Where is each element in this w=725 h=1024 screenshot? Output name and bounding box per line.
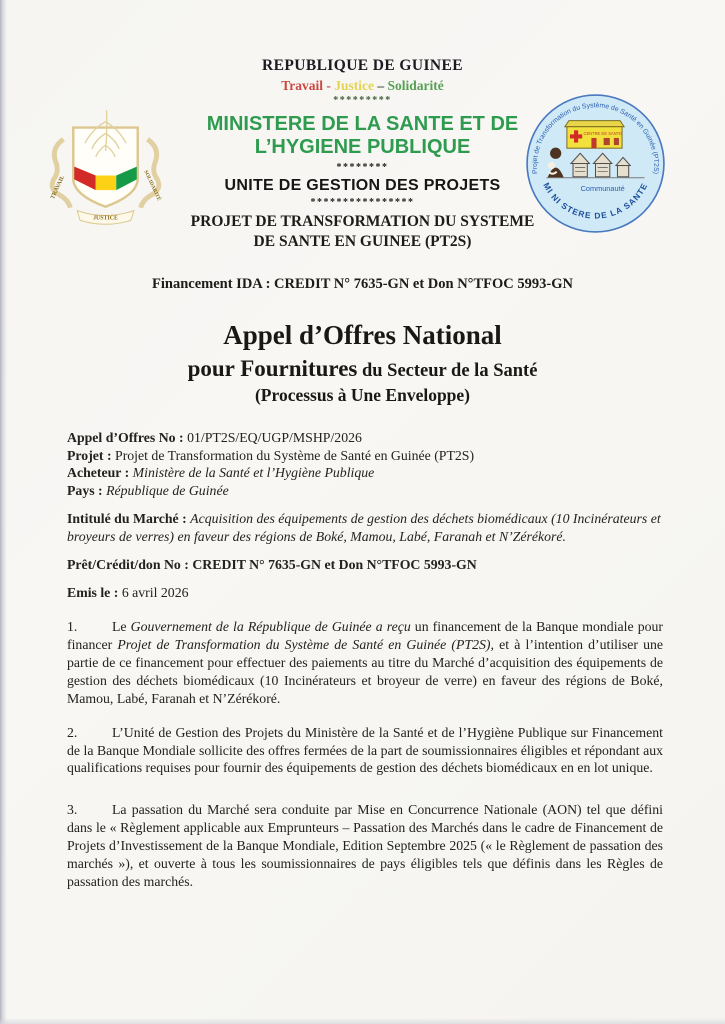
project-title: PROJET DE TRANSFORMATION DU SYSTEME DE SANTE EN GUINEE (PT2S) bbox=[190, 213, 535, 250]
band-yellow bbox=[96, 175, 117, 190]
republic-title: REPUBLIQUE DE GUINEE bbox=[262, 57, 463, 74]
separator-stars: ********* bbox=[333, 95, 392, 106]
scan-edge-bottom bbox=[0, 1018, 725, 1024]
motto-travail: Travail bbox=[281, 77, 323, 93]
detail-row-country: Pays : République de Guinée bbox=[67, 483, 229, 499]
paragraph-3: 3. La passation du Marché sera conduite par Mise en Concurrence Nationale (AON) tel que défini dans le « Règlement applicable aux Emprunteurs – Passation des Marchés dans le cadre de Financement de Projets d’Investissement de la Banque Mondiale, Edition Septembre 2025 (« le Règlement de passation des marchés »), et ouverte à tous les soumissionnaires de pays éligibles tels que définis dans les Règles de passation des marchés. bbox=[67, 802, 663, 890]
detail-row-contract-title: Intitulé du Marché : Acquisition des équipements de gestion des déchets biomédicaux (10 Incinérateurs et broyeurs de verres) en faveur des régions de Boké, Mamou, Labé, Faranah et N’Zérékoré. bbox=[67, 511, 661, 545]
seal-arc-bottom-text: MI NI STERE DE LA SANTE bbox=[541, 180, 650, 221]
ministry-title: MINISTERE DE LA SANTE ET DE L’HYGIENE PUBLIQUE bbox=[206, 113, 519, 159]
separator-stars: ******** bbox=[336, 162, 389, 174]
detail-row-buyer: Acheteur : Ministère de la Santé et l’Hygiène Publique bbox=[67, 465, 375, 481]
financing-line: Financement IDA : CREDIT N° 7635-GN et Don N°TFOC 5993-GN bbox=[152, 276, 573, 293]
shield bbox=[73, 128, 137, 207]
detail-row-project: Projet : Projet de Transformation du Système de Santé en Guinée (PT2S) bbox=[67, 447, 475, 463]
guinea-coat-of-arms-icon bbox=[42, 108, 169, 238]
paragraph-2: 2. L’Unité de Gestion des Projets du Ministère de la Santé et de l’Hygiène Publique sur Financement de la Banque Mondiale sollicite des offres fermées de la part de soumissionnaires éligibles et répondant aux qualifications requises pour fournir des équipements de gestion des déchets biomédicaux en en lot unique. bbox=[67, 724, 663, 776]
paragraph-1: 1. Le Gouvernement de la République de Guinée a reçu un financement de la Banque mondiale pour financer Projet de Transformation du Système de Santé en Guinée (PT2S), et à l’intention d’utiliser une partie de ce financement pour effectuer des paiements au titre du Marché d’acquisition des équipements de gestion des déchets biomédicaux (10 Incinérateurs et broyeur de verre) en faveur des régions de Boké, Mamou, Labé, Faranah et N’Zérékoré. bbox=[67, 619, 664, 706]
detail-row-issued-date: Emis le : 6 avril 2026 bbox=[67, 585, 189, 601]
emblem-solidarite-label: SOLIDARITÉ bbox=[142, 169, 162, 202]
unit-title: UNITE DE GESTION DES PROJETS bbox=[224, 177, 501, 195]
motto-solidarite: Solidarité bbox=[387, 77, 444, 93]
separator-stars: **************** bbox=[310, 197, 415, 209]
national-motto: Travail - Justice – Solidarité bbox=[281, 77, 444, 93]
red-cross-icon bbox=[570, 134, 582, 138]
document-body bbox=[67, 429, 663, 891]
motto-justice: Justice bbox=[334, 77, 374, 93]
emblem-travail-label: TRAVAIL bbox=[49, 174, 67, 201]
emblem-justice-label: JUSTICE bbox=[93, 215, 118, 222]
document-title bbox=[0, 319, 725, 406]
seal-center-label: CENTRE DE SANTE bbox=[583, 130, 622, 136]
detail-row-tender-no: Appel d’Offres No : 01/PT2S/EQ/UGP/MSHP/2026 bbox=[67, 429, 362, 445]
detail-row-credit-no: Prêt/Crédit/don No : CREDIT N° 7635-GN et Don N°TFOC 5993-GN bbox=[67, 557, 477, 573]
seal-community-label: Communauté bbox=[580, 184, 625, 194]
pt2s-ministry-seal-icon bbox=[524, 92, 667, 235]
title-line1: Appel d’Offres National bbox=[223, 319, 502, 350]
title-line3: (Processus à Une Enveloppe) bbox=[254, 385, 471, 406]
title-line2: pour Fournitures du Secteur de la Santé bbox=[187, 355, 538, 381]
seal-arc-top-text: Projet de Transformation du Système de Santé en Guinée (PT2S) bbox=[531, 102, 660, 175]
scan-edge-left bbox=[0, 0, 7, 1024]
